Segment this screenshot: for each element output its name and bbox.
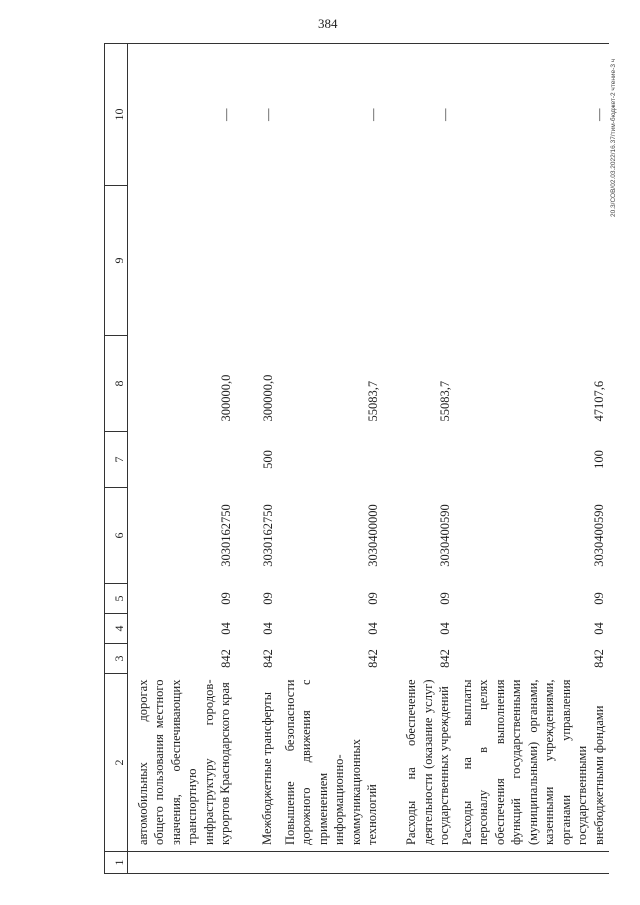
cell-amount: 47107,6 [592, 380, 606, 422]
cell-csr: 3030400590 [592, 504, 606, 567]
col-header-2: 2 [105, 674, 128, 852]
cell-col10: — [236, 44, 278, 186]
cell-col9 [128, 186, 236, 336]
col-header-6: 6 [105, 488, 128, 584]
cell-pr: 09 [437, 592, 452, 605]
document-footer-note-text: 20.3/СОВ/02.03.2022/16.37/тим-бюджет-2 чтение-3 ч [610, 58, 617, 217]
table-cell-empty [278, 852, 383, 874]
table-cell-empty [383, 852, 455, 874]
page-number: 384 [318, 16, 338, 31]
col-header-8: 8 [105, 336, 128, 432]
budget-table-rotated [104, 44, 606, 874]
cell-rz: 04 [365, 622, 380, 635]
cell-amount: 300000,0 [260, 374, 275, 422]
cell-col9 [236, 186, 278, 336]
row-name: Повышение безопасности дорожного движения с применением информационно-коммуникационных технологий [282, 679, 379, 845]
cell-col10: — [383, 44, 455, 186]
cell-rz: 04 [437, 622, 452, 635]
col-header-5: 5 [105, 584, 128, 614]
cell-ved: 842 [218, 649, 233, 668]
cell-rz: 04 [218, 622, 233, 635]
col-header-3: 3 [105, 644, 128, 674]
row-name: автомобильных дорогах общего пользования местного значения, обеспечивающих транспортную инфраструктуру городов-курортов Краснодарского края [135, 679, 232, 845]
cell-col9 [455, 186, 610, 336]
cell-ved: 842 [260, 649, 275, 668]
table-cell-empty [236, 852, 278, 874]
cell-amount: 55083,7 [437, 380, 452, 422]
cell-vr: 500 [260, 450, 275, 469]
row-name: Расходы на обеспечение деятельности (оказание услуг) государственных учреждений [404, 679, 451, 845]
table-row [383, 44, 455, 874]
cell-col10: — [128, 44, 236, 186]
col-header-9: 9 [105, 186, 128, 336]
table-row [128, 44, 236, 874]
cell-pr: 09 [218, 592, 233, 605]
budget-table [104, 43, 609, 874]
cell-rz: 04 [260, 622, 275, 635]
table-cell-empty [455, 852, 610, 874]
col-header-10: 10 [105, 44, 128, 186]
row-name: Расходы на выплаты персоналу в целях обеспечения выполнения функций государственными (муниципальными) органами, казенными учреждениями, органами управления государственными внебюджетными фондами [459, 679, 606, 845]
table-header-row [105, 44, 128, 874]
cell-csr: 3030400000 [365, 504, 380, 567]
cell-ved: 842 [365, 649, 380, 668]
cell-pr: 09 [365, 592, 380, 605]
table-row [236, 44, 278, 874]
cell-ved: 842 [437, 649, 452, 668]
cell-csr: 3030400590 [437, 504, 452, 567]
col-header-7: 7 [105, 432, 128, 488]
row-name: Межбюджетные трансферты [260, 691, 274, 845]
cell-amount: 55083,7 [365, 380, 380, 422]
table-row [455, 44, 610, 874]
cell-csr: 3030162750 [260, 504, 275, 567]
cell-ved: 842 [592, 649, 606, 668]
cell-vr [128, 432, 236, 488]
table-cell-empty [128, 852, 236, 874]
col-header-4: 4 [105, 614, 128, 644]
cell-csr: 3030162750 [218, 504, 233, 567]
cell-pr: 09 [260, 592, 275, 605]
cell-col9 [278, 186, 383, 336]
table-row [278, 44, 383, 874]
cell-vr [278, 432, 383, 488]
cell-pr: 09 [592, 592, 606, 605]
cell-rz: 04 [592, 622, 606, 635]
cell-col10: — [455, 44, 610, 186]
cell-vr: 100 [592, 450, 606, 469]
budget-table-wrapper [104, 44, 606, 874]
cell-amount: 300000,0 [218, 374, 233, 422]
cell-col9 [383, 186, 455, 336]
cell-vr [383, 432, 455, 488]
cell-col10: — [278, 44, 383, 186]
col-header-1: 1 [105, 852, 128, 874]
